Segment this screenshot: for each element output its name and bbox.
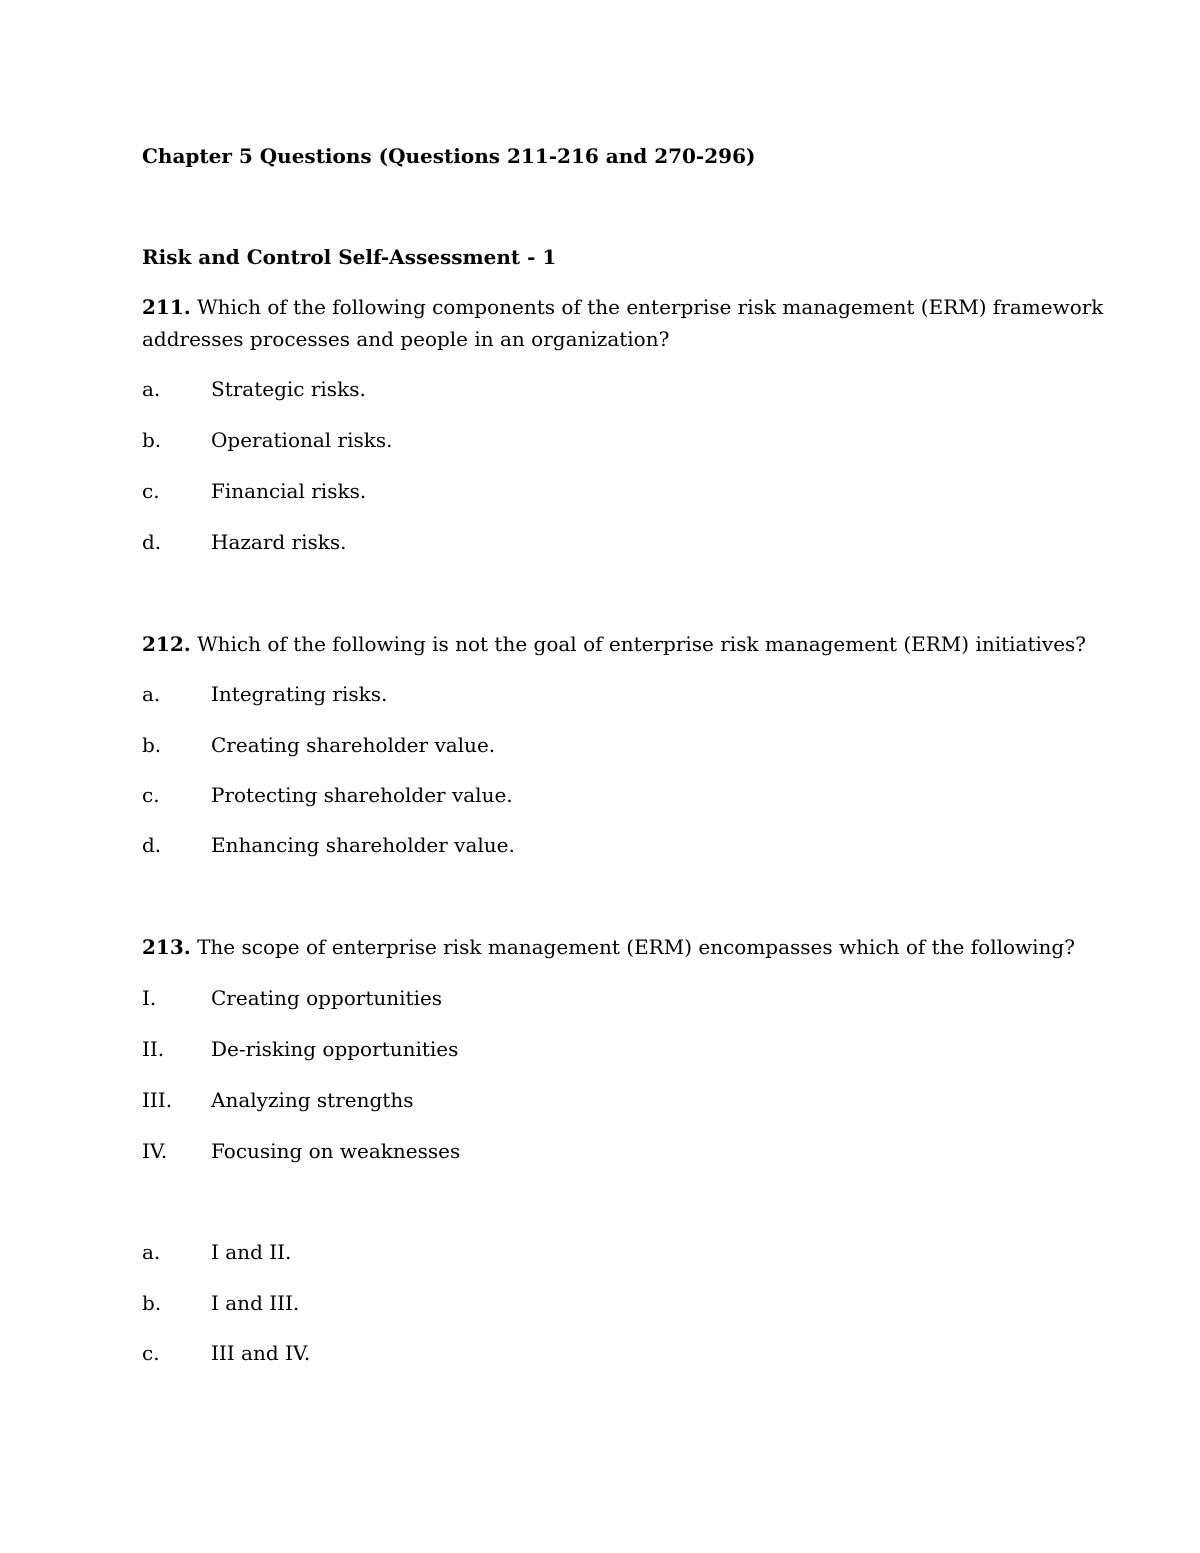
option-text: I and III. [211, 1291, 300, 1315]
roman-item-label: II. [142, 1037, 165, 1061]
option-text: Financial risks. [211, 479, 367, 503]
question-number: 211. [142, 295, 191, 319]
option-letter: a. [142, 377, 161, 401]
roman-item-text: De-risking opportunities [211, 1037, 459, 1061]
option-text: Operational risks. [211, 428, 393, 452]
option-letter: d. [142, 833, 162, 857]
option-letter: c. [142, 783, 160, 807]
option-text: Integrating risks. [211, 682, 388, 706]
roman-item-text: Creating opportunities [211, 986, 443, 1010]
roman-item-text: Analyzing strengths [211, 1088, 414, 1112]
option-text: Hazard risks. [211, 530, 347, 554]
roman-item-label: IV. [142, 1139, 168, 1163]
option-letter: b. [142, 1291, 162, 1315]
option-text: III and IV. [211, 1341, 311, 1365]
option-text: Enhancing shareholder value. [211, 833, 515, 857]
question-211-line-2: addresses processes and people in an organization? [142, 327, 670, 351]
question-number: 212. [142, 632, 191, 656]
question-211-line-1 [142, 294, 1103, 320]
option-letter: b. [142, 733, 162, 757]
question-212-line-1 [142, 631, 1086, 657]
option-letter: a. [142, 1240, 161, 1264]
option-letter: a. [142, 682, 161, 706]
question-text: Which of the following is not the goal of enterprise risk management (ERM) initiatives? [197, 632, 1087, 656]
option-letter: b. [142, 428, 162, 452]
roman-item-label: III. [142, 1088, 173, 1112]
roman-item-text: Focusing on weaknesses [211, 1139, 461, 1163]
option-text: Strategic risks. [211, 377, 366, 401]
option-letter: d. [142, 530, 162, 554]
question-text: The scope of enterprise risk management (ERM) encompasses which of the following? [197, 935, 1075, 959]
question-text: Which of the following components of the enterprise risk management (ERM) framework [197, 295, 1104, 319]
option-text: Creating shareholder value. [211, 733, 496, 757]
question-number: 213. [142, 935, 191, 959]
option-text: I and II. [211, 1240, 292, 1264]
option-text: Protecting shareholder value. [211, 783, 513, 807]
option-letter: c. [142, 479, 160, 503]
chapter-title: Chapter 5 Questions (Questions 211-216 and 270-296) [142, 144, 756, 168]
section-title: Risk and Control Self-Assessment - 1 [142, 245, 557, 269]
question-213-line-1 [142, 934, 1075, 960]
roman-item-label: I. [142, 986, 157, 1010]
option-letter: c. [142, 1341, 160, 1365]
